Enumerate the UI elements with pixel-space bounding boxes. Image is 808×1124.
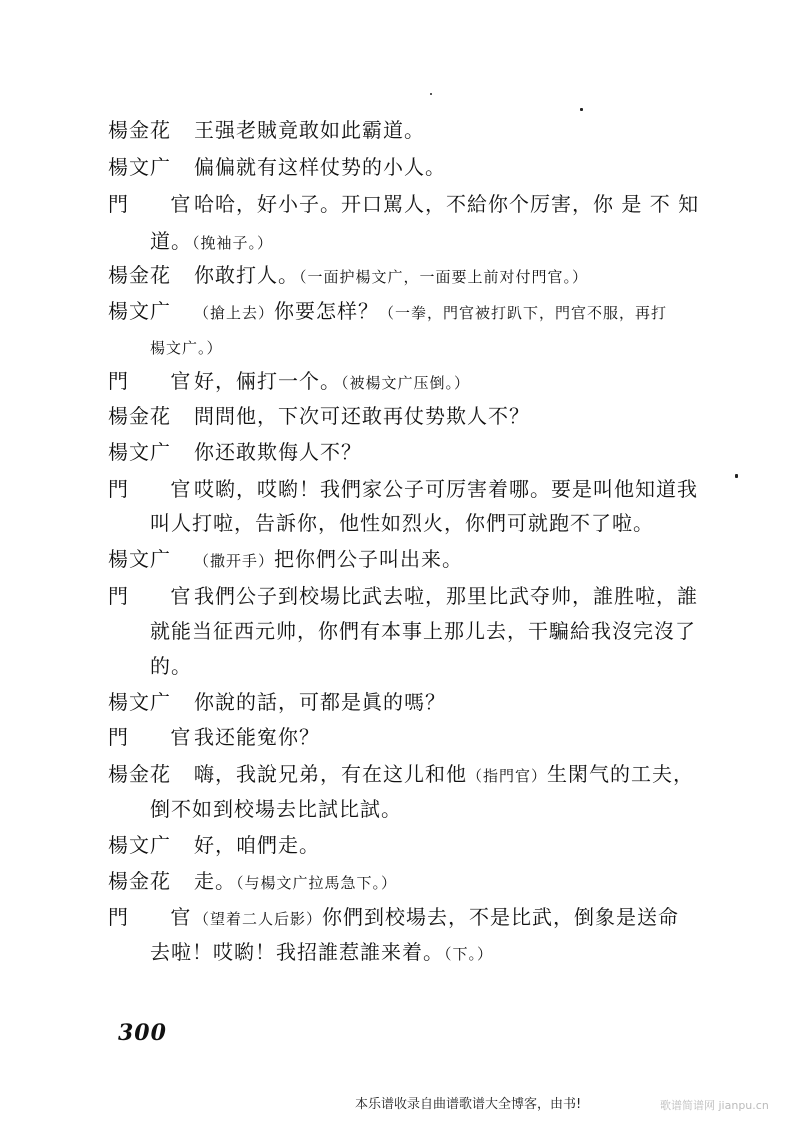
script-line-continued (150, 227, 273, 257)
dialogue-text: 生閑气的工夫， (547, 762, 695, 786)
dialogue-text: 你們到校場去，不是比武，倒象是送命 (322, 905, 680, 929)
dialogue-text: 好，倆打一个。 (194, 369, 341, 393)
scan-speck (735, 474, 738, 478)
stage-direction: （望着二人后影） (194, 910, 323, 928)
script-line (108, 582, 698, 610)
speaker-name: 門 官 (108, 192, 209, 216)
dialogue-text: 我們公子到校場比武去啦，那里比武夺帅，誰胜啦，誰 (194, 584, 698, 608)
speaker-name: 楊文广 (108, 440, 171, 464)
dialogue-text: 就能当征西元帅，你們有本事上那儿去，干騙給我沒完沒了 (150, 619, 696, 643)
script-line-continued (150, 509, 654, 537)
script-line-continued (150, 332, 223, 362)
script-line-continued (150, 795, 402, 823)
speaker-name: 門 官 (108, 584, 209, 608)
stage-direction: （撒开手） (194, 552, 275, 570)
script-line (108, 475, 698, 503)
script-line (108, 545, 463, 575)
script-line (108, 297, 667, 327)
dialogue-text: 走。 (194, 869, 236, 893)
dialogue-text: 哈哈，好小子。开口駡人，不給你个厉害，你 是 不 知 (194, 192, 700, 216)
dialogue-text: 去啦！哎喲！我招誰惹誰来着。 (150, 940, 444, 964)
dialogue-text: 把你們公子叫出来。 (274, 547, 464, 571)
stage-direction: （被楊文广压倒。） (341, 374, 471, 392)
scan-speck (430, 93, 432, 95)
speaker-name: 楊文广 (108, 155, 171, 179)
speaker-name: 楊金花 (108, 118, 171, 142)
script-line (108, 190, 699, 218)
scan-speck (580, 108, 583, 111)
dialogue-text: 你还敢欺侮人不？ (194, 440, 362, 464)
stage-direction: （一拳，門官被打趴下，門官不服，再打 (379, 304, 668, 322)
speaker-name: 門 官 (108, 477, 209, 501)
dialogue-text: 嗨，我說兄弟，有在这儿和他 (194, 762, 467, 786)
stage-direction: （下。） (444, 945, 494, 963)
script-line (108, 402, 530, 430)
stage-direction: （与楊文广拉馬急下。） (236, 874, 398, 892)
script-line-continued (150, 938, 493, 968)
speaker-name: 門 官 (108, 725, 209, 749)
speaker-name: 楊文广 (108, 547, 171, 571)
dialogue-text: 的。 (150, 654, 192, 678)
dialogue-text: 你要怎样？ (274, 299, 380, 323)
script-line (108, 723, 320, 751)
script-line (108, 867, 397, 897)
dialogue-text: 倒不如到校場去比試比試。 (150, 797, 402, 821)
dialogue-text: 叫人打啦，告訴你，他性如烈火，你們可就跑不了啦。 (150, 511, 654, 535)
dialogue-text: 偏偏就有这样仗势的小人。 (194, 155, 446, 179)
speaker-name: 門 官 (108, 369, 209, 393)
script-line-continued (150, 617, 696, 645)
speaker-name: 楊金花 (108, 762, 171, 786)
speaker-name: 楊金花 (108, 263, 171, 287)
dialogue-text: 王强老賊竟敢如此霸道。 (194, 118, 425, 142)
watermark: 歌谱简谱网 jianpu.cn (660, 1099, 769, 1112)
stage-direction: （搶上去） (194, 304, 275, 322)
dialogue-text: 道。 (150, 229, 192, 253)
dialogue-text: 你敢打人。 (194, 263, 299, 287)
stage-direction: （指門官） (467, 767, 548, 785)
script-line (108, 153, 446, 181)
dialogue-text: 問問他，下次可还敢再仗势欺人不？ (194, 404, 530, 428)
script-line (108, 760, 694, 790)
dialogue-text: 哎喲，哎喲！我們家公子可厉害着哪。要是叫他知道我 (194, 477, 698, 501)
page-number: 300 (118, 1020, 167, 1046)
speaker-name: 楊文广 (108, 299, 171, 323)
script-line (108, 831, 320, 859)
footer-note: 本乐谱收录自曲谱歌谱大全博客，由书! (355, 1097, 582, 1112)
stage-direction: （一面护楊文广，一面要上前对付門官。） (299, 268, 589, 286)
speaker-name: 楊金花 (108, 404, 171, 428)
script-line (108, 116, 425, 144)
script-line (108, 367, 470, 397)
speaker-name: 楊文广 (108, 690, 171, 714)
stage-direction: （挽袖子。） (192, 234, 274, 252)
script-line (108, 688, 446, 716)
script-line (108, 261, 588, 291)
dialogue-text: 我还能寃你？ (194, 725, 320, 749)
script-line (108, 903, 679, 933)
dialogue-text: 好，咱們走。 (194, 833, 320, 857)
speaker-name: 門 官 (108, 905, 209, 929)
speaker-name: 楊金花 (108, 869, 171, 893)
script-line (108, 438, 362, 466)
speaker-name: 楊文广 (108, 833, 171, 857)
stage-direction: 楊文广。） (150, 339, 223, 357)
script-line-continued (150, 652, 192, 680)
dialogue-text: 你說的話，可都是眞的嗎？ (194, 690, 446, 714)
